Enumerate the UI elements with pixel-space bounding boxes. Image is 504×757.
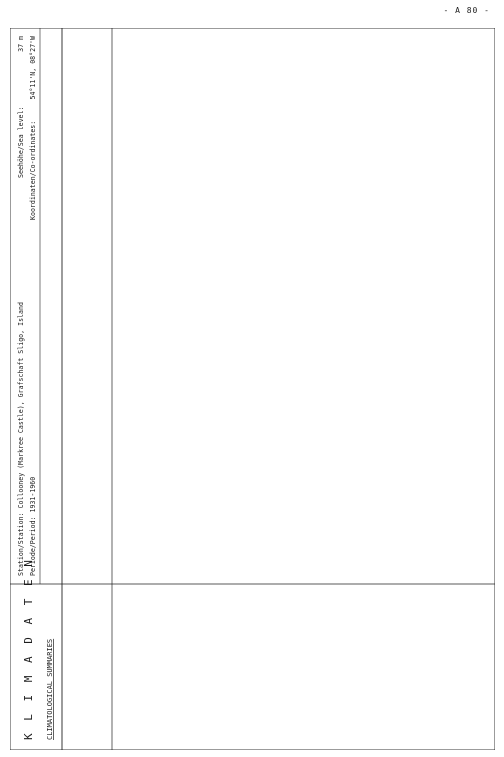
elevation-label: Seehöhe/Sea level:	[17, 106, 25, 178]
station-line: Station/Station: Collooney (Markree Castle), Grafschaft Sligo, Island	[17, 302, 25, 576]
page-number: - A 80 -	[443, 6, 490, 15]
period-line: Periode/Period: 1931-1960	[29, 476, 37, 576]
table-frame	[10, 28, 495, 750]
table-subtitle: CLIMATOLOGICAL SUMMARIES	[46, 638, 54, 740]
rotated-table	[10, 28, 495, 750]
table-rotated-group	[10, 28, 495, 750]
elevation-value: 37 m	[17, 36, 25, 52]
climate-data-sheet	[10, 28, 495, 750]
coords-label: Koordinaten/Co-ordinates:	[29, 120, 37, 220]
table-title: K L I M A D A T E N	[22, 557, 35, 740]
coords-value: 54°11'N, 08°27'W	[29, 36, 37, 100]
